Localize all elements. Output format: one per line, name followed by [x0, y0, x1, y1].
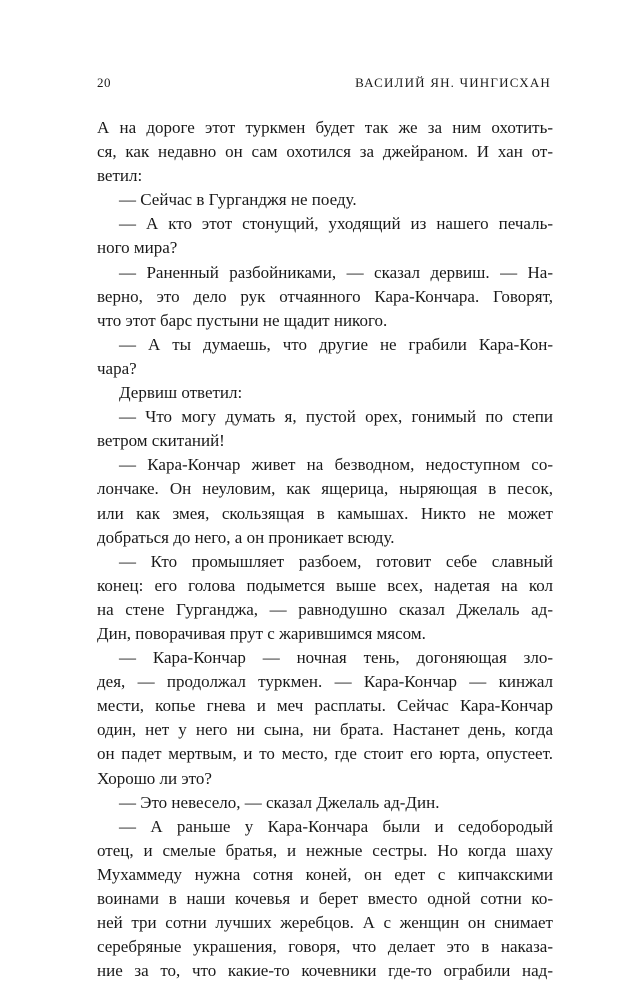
text-line: Хорошо ли это? [97, 768, 212, 788]
text-line: он падет мертвым, и то место, где стоит его юрта, опустеет. [97, 744, 553, 764]
text-line: — А кто этот стонущий, уходящий из нашего печаль- [119, 214, 553, 234]
text-line: дея, — продолжал туркмен. — Кара-Кончар — кинжал [97, 672, 553, 692]
text-line: серебряные украшения, говоря, что делает это в наказа- [97, 937, 553, 957]
text-line: — Что могу думать я, пустой орех, гонимый по степи [119, 407, 553, 427]
text-line: чара? [97, 358, 137, 378]
text-line: — Кара-Кончар — ночная тень, догоняющая зло- [119, 648, 553, 668]
text-line: — Сейчас в Гурганджя не поеду. [119, 190, 357, 210]
text-line: что этот барс пустыни не щадит никого. [97, 310, 388, 330]
text-line: Дервиш ответил: [119, 383, 243, 403]
text-line: Дин, поворачивая прут с жарившимся мясом. [97, 623, 426, 643]
text-line: мести, копье гнева и меч расплаты. Сейчас Кара-Кончар [97, 696, 553, 716]
text-line: — А ты думаешь, что другие не грабили Кара-Кон- [119, 334, 553, 354]
text-line: лончаке. Он неуловим, как ящерица, ныряющая в песок, [97, 479, 553, 499]
text-line: конец: его голова подымется выше всех, надетая на кол [97, 575, 553, 595]
text-line: — Раненный разбойниками, — сказал дервиш. — На- [119, 262, 553, 282]
text-line: или как змея, скользящая в камышах. Никто не может [97, 503, 553, 523]
text-line: на стене Гурганджа, — равнодушно сказал Джелаль ад- [97, 599, 553, 619]
page-header [97, 75, 551, 95]
text-line: воинами в наши кочевья и берет вместо одной сотни ко- [97, 889, 553, 908]
body-text [97, 116, 553, 983]
text-line: ся, как недавно он сам охотился за джейраном. И хан от- [97, 142, 553, 162]
text-line: — Кто промышляет разбоем, готовит себе славный [119, 551, 553, 571]
text-line: добраться до него, а он проникает всюду. [97, 527, 395, 547]
text-line: отец, и смелые братья, и нежные сестры. Но когда шаху [97, 840, 553, 860]
text-line: — А раньше у Кара-Кончара были и седобородый [119, 816, 553, 836]
text-line: А на дороге этот туркмен будет так же за ним охотить- [97, 118, 553, 137]
text-line: ние за то, что какие-то кочевники где-то ограбили над- [97, 961, 553, 981]
text-line: один, нет у него ни сына, ни брата. Настанет день, когда [97, 720, 553, 740]
text-line: ветром скитаний! [97, 431, 225, 451]
text-line: Мухаммеду нужна сотня коней, он едет с кипчакскими [97, 864, 553, 884]
text-line: — Кара-Кончар живет на безводном, недоступном со- [119, 455, 553, 475]
text-line: — Это невесело, — сказал Джелаль ад-Дин. [119, 792, 440, 812]
text-line: ветил: [97, 166, 143, 186]
page-number: 20 [97, 75, 111, 90]
text-line: верно, это дело рук отчаянного Кара-Кончара. Говорят, [97, 286, 553, 306]
text-line: ней три сотни лучших жеребцов. А с женщин он снимает [97, 913, 553, 933]
running-head: ВАСИЛИЙ ЯН. ЧИНГИСХАН [355, 75, 551, 90]
text-line: ного мира? [97, 238, 178, 258]
